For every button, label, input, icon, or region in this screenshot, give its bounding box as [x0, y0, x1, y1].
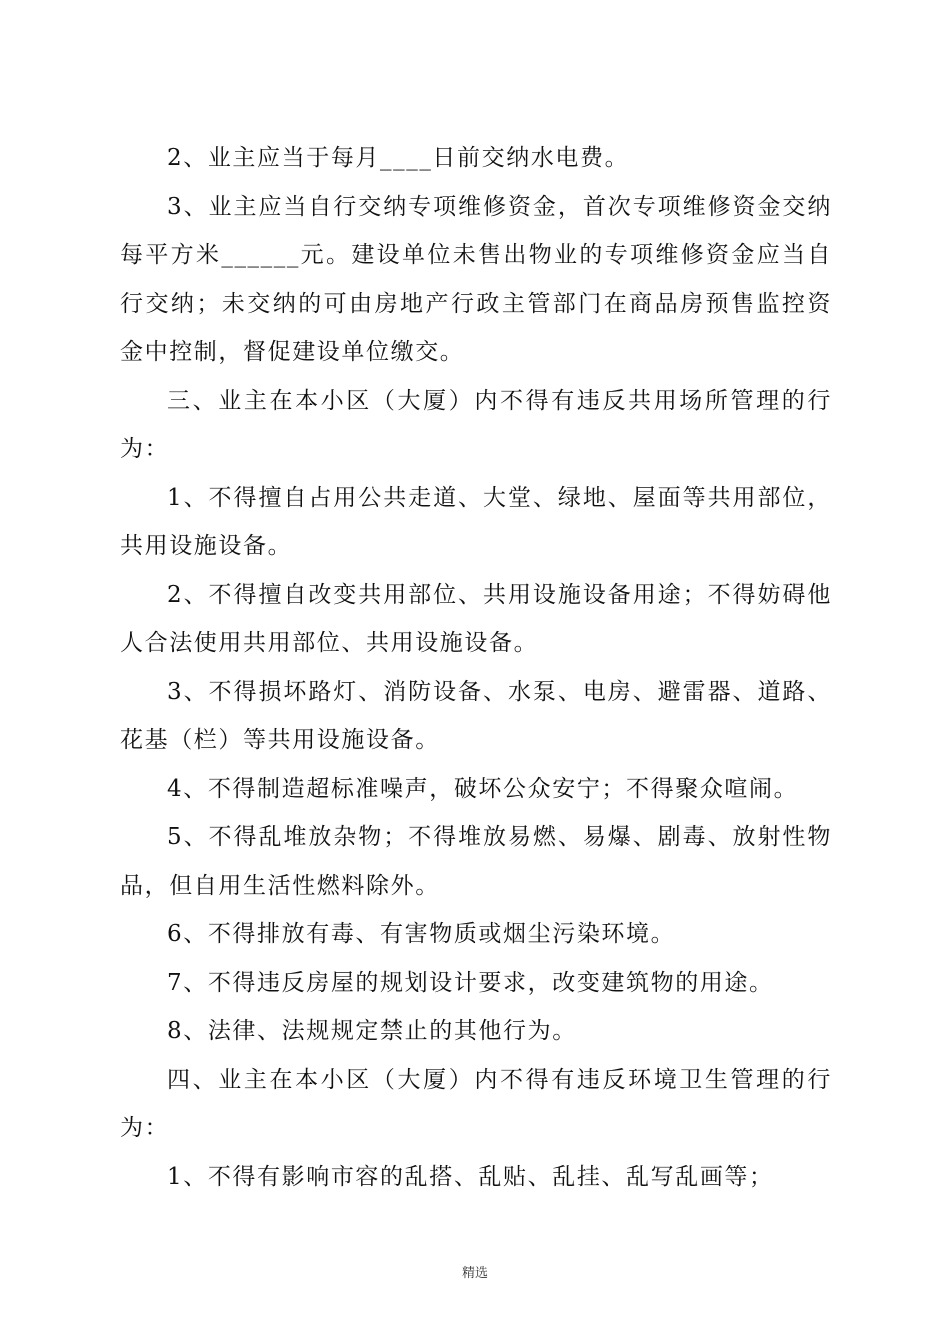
- paragraph-water-electricity-fee: 2、业主应当于每月____日前交纳水电费。: [167, 145, 630, 171]
- list-item: 2、不得擅自改变共用部位、共用设施设备用途；不得妨碍他人合法使用共用部位、共用设施设备。: [120, 581, 832, 656]
- page-footer-label: 精选: [461, 1266, 488, 1281]
- list-item: 7、不得违反房屋的规划设计要求，改变建筑物的用途。: [167, 969, 774, 996]
- list-item: 6、不得排放有毒、有害物质或烟尘污染环境。: [167, 921, 676, 947]
- list-item: 1、不得擅自占用公共走道、大堂、绿地、屋面等共用部位，共用设施设备。: [120, 484, 832, 559]
- paragraph-maintenance-fund: 3、业主应当自行交纳专项维修资金，首次专项维修资金交纳每平方米______元。建设单位未售出物业的专项维修资金应当自行交纳；未交纳的可由房地产行政主管部门在商品房预售监控资金中控制，督促建设单位缴交。: [120, 193, 832, 365]
- list-item: 5、不得乱堆放杂物；不得堆放易燃、易爆、剧毒、放射性物品，但自用生活性燃料除外。: [120, 824, 832, 899]
- list-item: 1、不得有影响市容的乱搭、乱贴、乱挂、乱写乱画等；: [167, 1163, 774, 1190]
- list-item: 3、不得损坏路灯、消防设备、水泵、电房、避雷器、道路、花基（栏）等共用设施设备。: [120, 678, 832, 753]
- document-body: [120, 134, 832, 1201]
- list-item: 4、不得制造超标准噪声，破坏公众安宁；不得聚众喧闹。: [167, 775, 799, 802]
- section-heading-sanitation: 四、业主在本小区（大厦）内不得有违反环境卫生管理的行为：: [120, 1066, 832, 1141]
- list-item: 8、法律、法规规定禁止的其他行为。: [167, 1018, 577, 1044]
- section-heading-shared-space: 三、业主在本小区（大厦）内不得有违反共用场所管理的行为：: [120, 387, 832, 462]
